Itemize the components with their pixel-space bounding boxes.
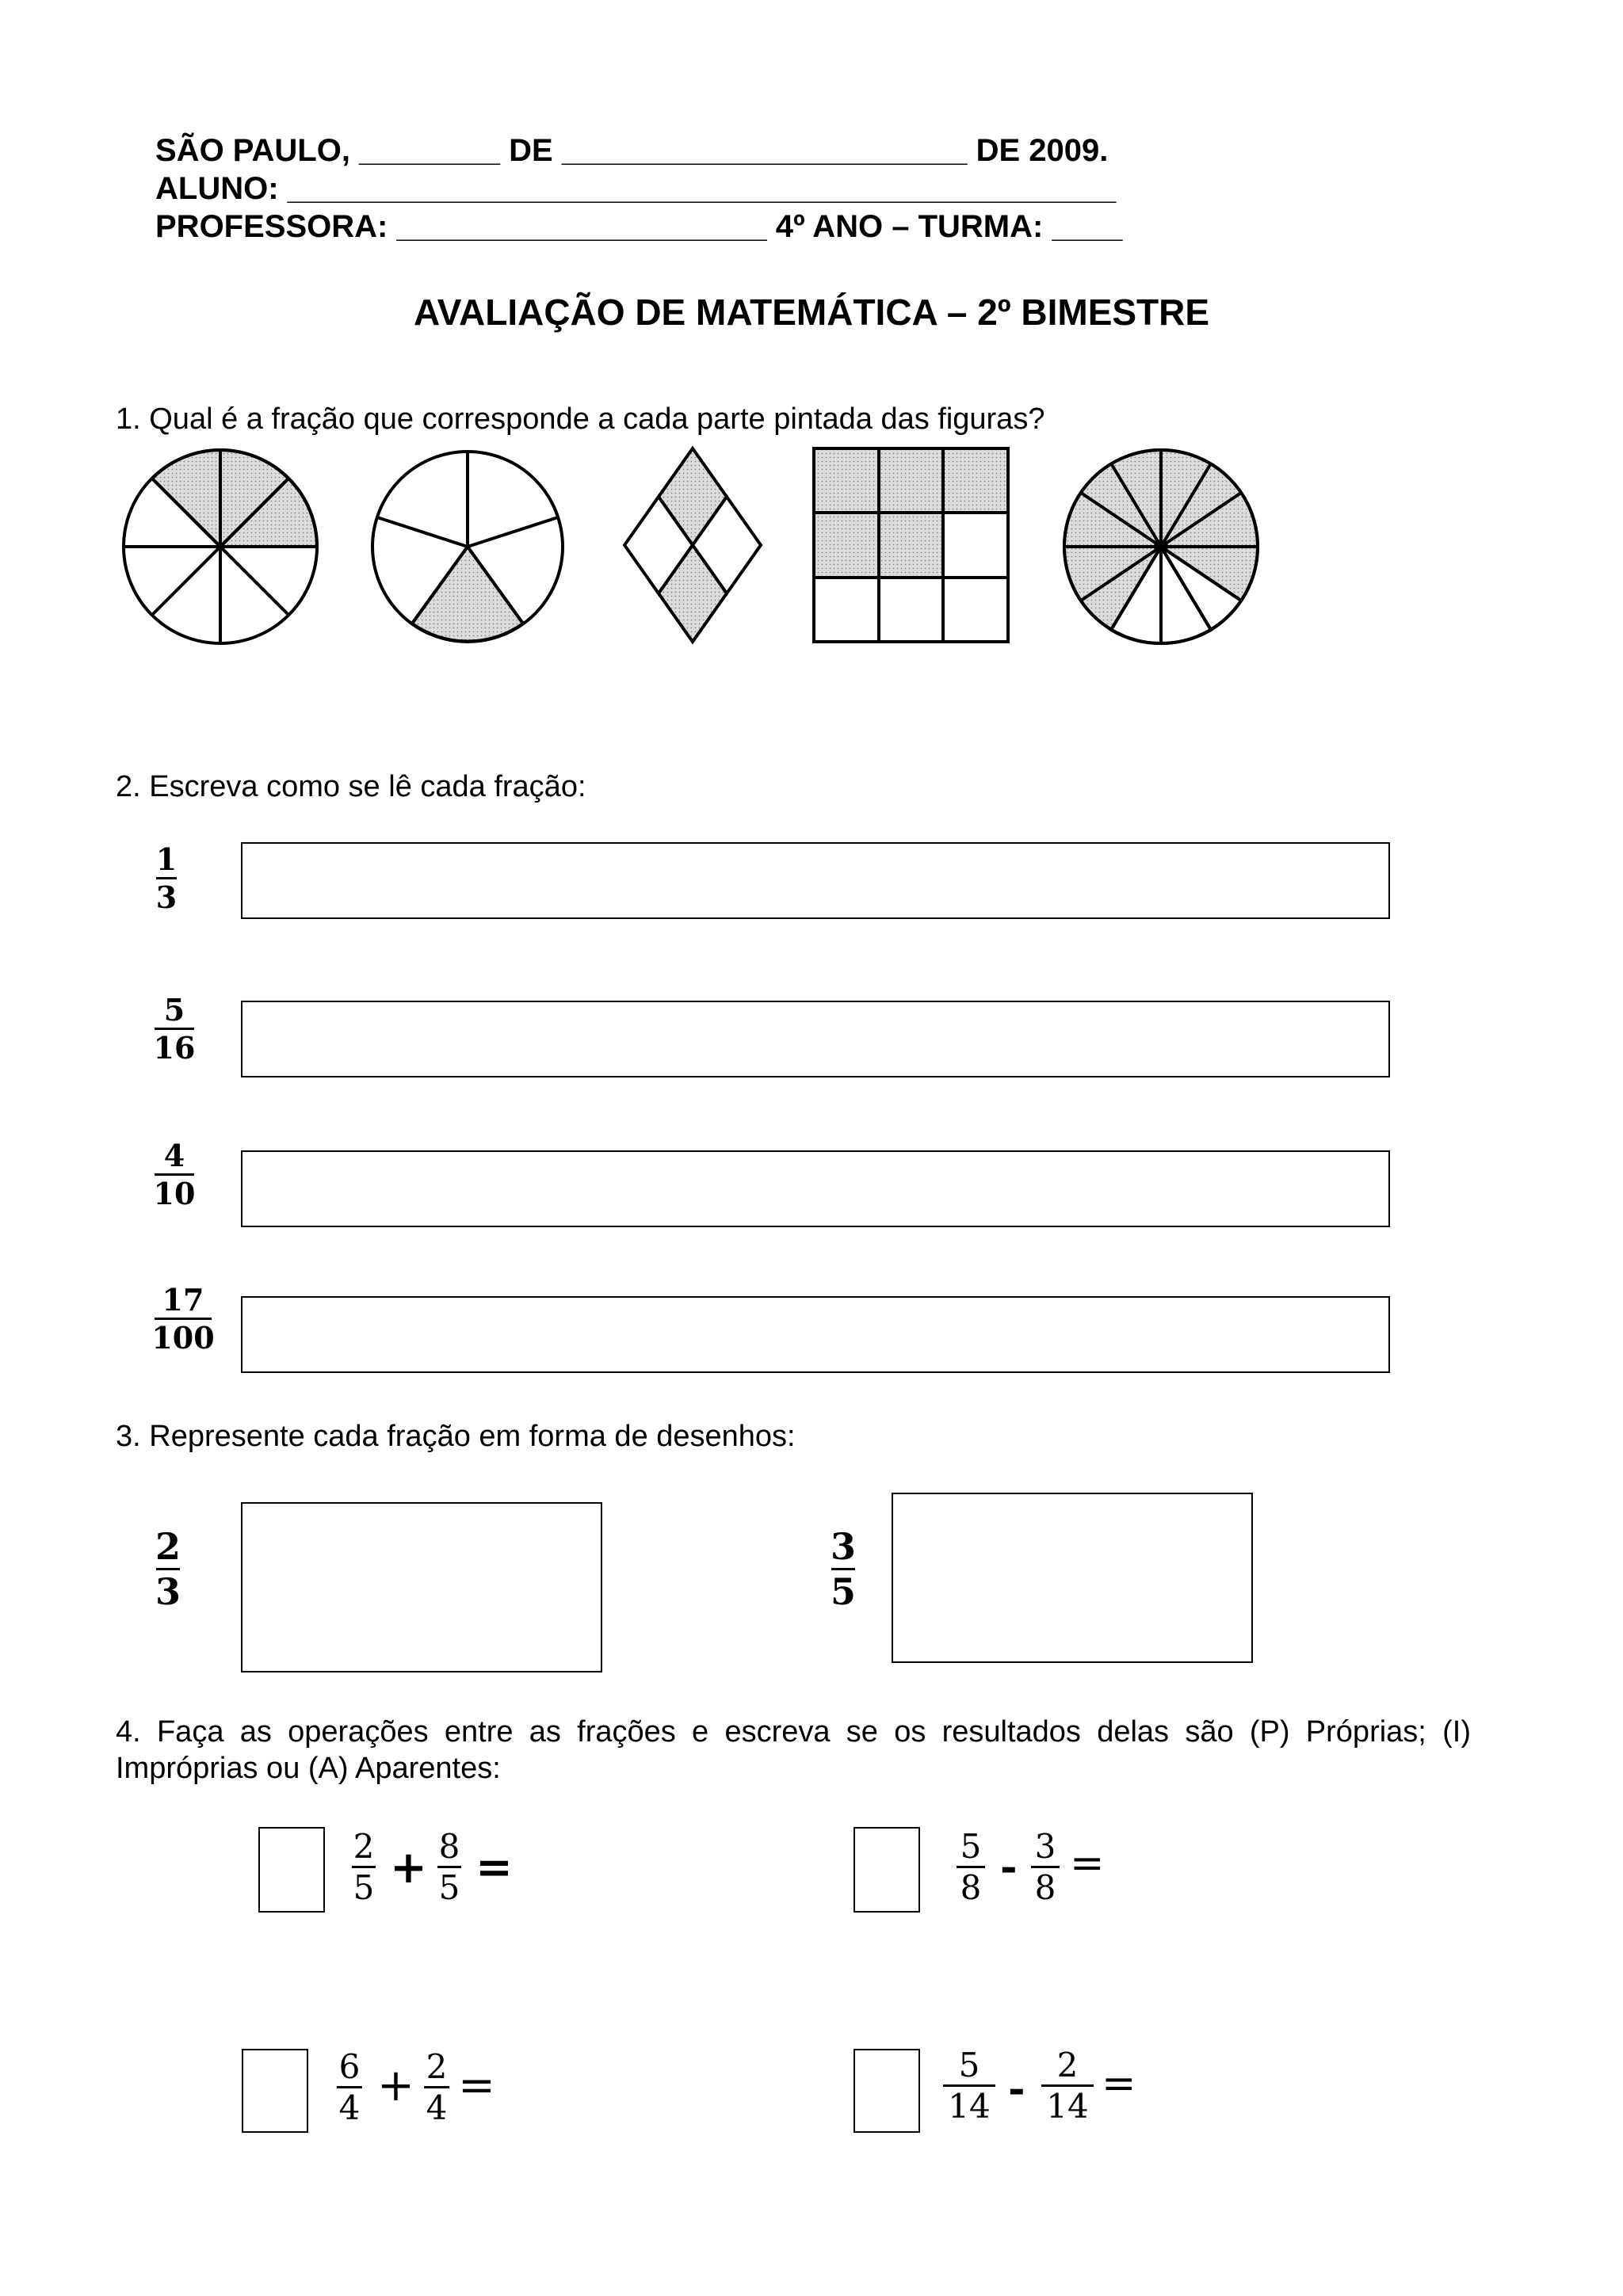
denominator: 5 — [438, 1868, 460, 1907]
figure-circle-eighths — [124, 450, 317, 643]
numerator: 5 — [958, 2046, 980, 2084]
q3-fraction-1 — [151, 1525, 185, 1613]
header-date-line: SÃO PAULO, ________ DE _______________________ DE 2009. — [155, 133, 1109, 168]
question-1-figures — [0, 0, 1623, 713]
denominator: 8 — [960, 1868, 982, 1907]
q4-answer-box-1[interactable] — [258, 1827, 325, 1913]
q4-op2-equals: = — [1070, 1840, 1105, 1887]
q4-answer-box-2[interactable] — [854, 1827, 920, 1913]
denominator: 3 — [155, 1570, 181, 1613]
numerator: 2 — [353, 1827, 375, 1866]
q3-fraction-2 — [826, 1525, 861, 1613]
q4-op1-fraction-a — [346, 1827, 382, 1907]
q2-answer-box-1[interactable] — [241, 842, 1390, 919]
denominator: 5 — [830, 1570, 856, 1613]
q4-op3-fraction-b — [418, 2047, 455, 2127]
figure-circle-twelfths — [1064, 450, 1258, 643]
q4-op4-fraction-b — [1040, 2046, 1095, 2126]
q4-op2-operator: - — [1000, 1843, 1018, 1891]
q4-op3-fraction-a — [331, 2047, 368, 2127]
q2-answer-box-3[interactable] — [241, 1150, 1390, 1227]
question-3-text: 3. Represente cada fração em forma de desenhos: — [116, 1420, 796, 1453]
denominator: 100 — [151, 1320, 215, 1356]
numerator: 3 — [830, 1525, 856, 1568]
numerator: 6 — [338, 2047, 361, 2086]
question-4-text: 4. Faça as operações entre as frações e escreva se os resultados delas são (P) Próprias; (I) Impróprias ou (A) Aparentes: — [116, 1715, 1471, 1785]
denominator: 10 — [153, 1176, 196, 1211]
numerator: 5 — [960, 1827, 982, 1866]
q2-answer-box-2[interactable] — [241, 1001, 1390, 1077]
q4-op3-operator: + — [377, 2060, 414, 2111]
denominator: 14 — [1046, 2087, 1089, 2126]
denominator: 3 — [155, 879, 178, 915]
numerator: 4 — [163, 1138, 185, 1173]
q4-op4-equals: = — [1102, 2060, 1136, 2107]
q4-op1-operator: + — [390, 1841, 427, 1894]
denominator: 8 — [1034, 1868, 1056, 1907]
q4-answer-box-4[interactable] — [854, 2049, 920, 2133]
q4-answer-box-3[interactable] — [242, 2049, 308, 2133]
numerator: 8 — [438, 1827, 460, 1866]
question-2-text: 2. Escreva como se lê cada fração: — [116, 770, 586, 803]
denominator: 14 — [948, 2087, 991, 2126]
denominator: 16 — [153, 1030, 196, 1066]
q4-op1-fraction-b — [431, 1827, 468, 1907]
numerator: 5 — [163, 992, 185, 1028]
numerator: 2 — [426, 2047, 448, 2086]
numerator: 2 — [1056, 2046, 1079, 2084]
numerator: 1 — [155, 841, 178, 877]
q4-op3-equals: = — [458, 2060, 495, 2111]
q4-op2-fraction-a — [953, 1827, 989, 1907]
denominator: 4 — [426, 2088, 448, 2127]
denominator: 5 — [353, 1868, 375, 1907]
q3-drawing-box-1[interactable] — [241, 1502, 602, 1672]
q4-op1-equals: = — [475, 1841, 513, 1894]
numerator: 17 — [162, 1282, 204, 1318]
q2-fraction-2 — [152, 992, 197, 1066]
numerator: 3 — [1034, 1827, 1056, 1866]
header-student-line: ALUNO: _______________________________________________ — [155, 171, 1117, 206]
q2-fraction-4 — [152, 1282, 214, 1356]
question-1-text: 1. Qual é a fração que corresponde a cada parte pintada das figuras? — [116, 402, 1045, 436]
figure-grid-ninths — [814, 448, 1008, 642]
denominator: 4 — [338, 2088, 361, 2127]
q4-op2-fraction-b — [1027, 1827, 1064, 1907]
q3-drawing-box-2[interactable] — [892, 1493, 1253, 1663]
q2-fraction-3 — [152, 1138, 197, 1211]
q4-op4-fraction-a — [941, 2046, 997, 2126]
numerator: 2 — [155, 1525, 181, 1568]
page-title: AVALIAÇÃO DE MATEMÁTICA – 2º BIMESTRE — [413, 292, 1210, 333]
header-teacher-line: PROFESSORA: _____________________ 4º ANO – TURMA: ____ — [155, 209, 1123, 244]
figure-circle-fifths — [372, 452, 563, 642]
q2-fraction-1 — [151, 841, 182, 915]
q4-op4-operator: - — [1008, 2065, 1025, 2113]
q2-answer-box-4[interactable] — [241, 1296, 1390, 1373]
figure-diamond-quarters — [624, 448, 761, 642]
